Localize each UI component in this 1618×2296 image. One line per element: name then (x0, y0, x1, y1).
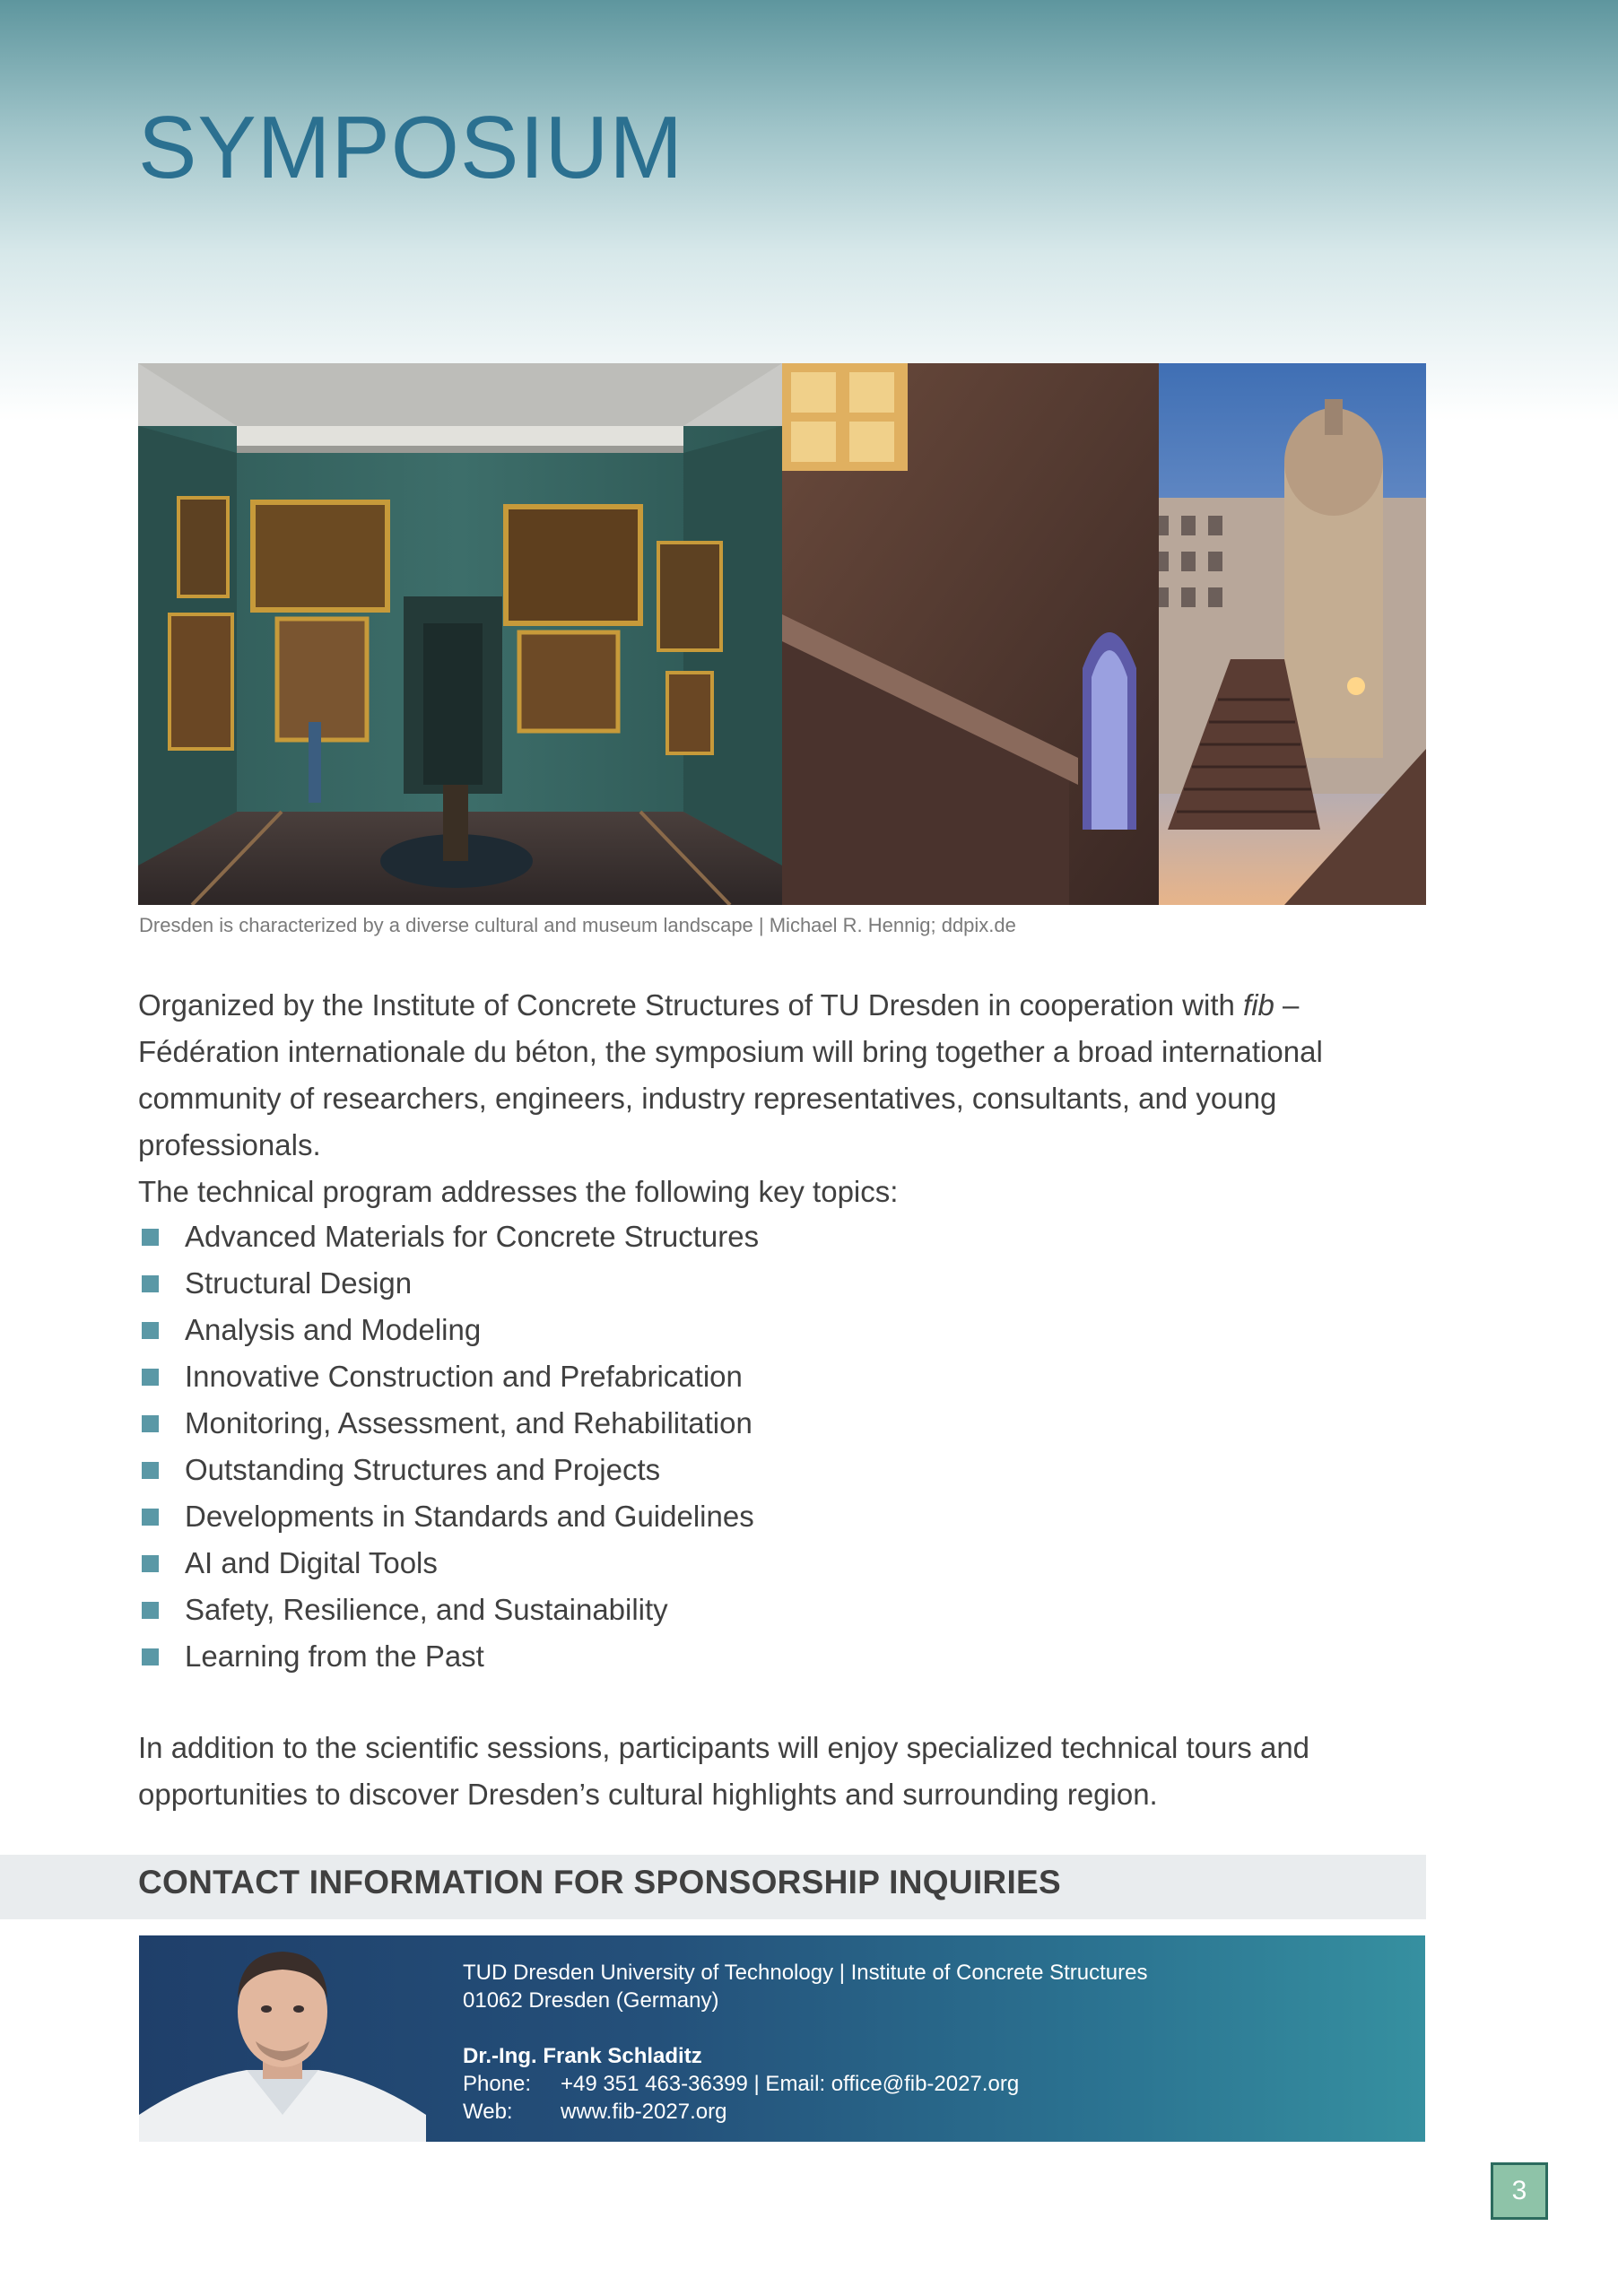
intro-paragraph (138, 982, 1430, 1215)
contact-phone-row (463, 2070, 1147, 2098)
list-item: Analysis and Modeling (138, 1307, 759, 1353)
square-bullet-icon (142, 1415, 159, 1432)
contact-details (463, 1959, 1147, 2126)
list-item: Structural Design (138, 1260, 759, 1307)
contact-heading: CONTACT INFORMATION FOR SPONSORSHIP INQUIRIES (138, 1864, 1061, 1900)
contact-institution: TUD Dresden University of Technology | Institute of Concrete Structures (463, 1961, 1148, 1985)
list-item: Learning from the Past (138, 1633, 759, 1680)
museum-gallery-photo (138, 363, 782, 905)
header-gradient (0, 0, 1618, 422)
square-bullet-icon (142, 1462, 159, 1479)
contact-name: Dr.-Ing. Frank Schladitz (463, 2044, 702, 2068)
phone-label: Phone: (463, 2072, 532, 2096)
intro-text-end: – Fédération internationale du béton, the symposium will bring together a broad international community of researchers, engineers, industry representatives, consultants, and young professionals. (138, 988, 1323, 1161)
square-bullet-icon (142, 1229, 159, 1246)
list-item: Safety, Resilience, and Sustainability (138, 1587, 759, 1633)
intro-text-start: Organized by the Institute of Concrete Structures of TU Dresden in cooperation with (138, 988, 1244, 1022)
square-bullet-icon (142, 1369, 159, 1386)
square-bullet-icon (142, 1648, 159, 1665)
square-bullet-icon (142, 1602, 159, 1619)
photo-caption: Dresden is characterized by a diverse cultural and museum landscape | Michael R. Hennig; ddpix.de (139, 914, 1016, 936)
outro-paragraph: In addition to the scientific sessions, participants will enjoy specialized technical tours and opportunities to discover Dresden’s cultural highlights and surrounding region. (138, 1731, 1310, 1811)
list-item: Monitoring, Assessment, and Rehabilitation (138, 1400, 759, 1447)
web-link[interactable]: www.fib-2027.org (561, 2100, 727, 2124)
web-label: Web: (463, 2100, 513, 2124)
square-bullet-icon (142, 1322, 159, 1339)
contact-portrait (139, 1935, 426, 2142)
page-number-badge: 3 (1491, 2162, 1548, 2220)
page-title: SYMPOSIUM (138, 98, 683, 196)
square-bullet-icon (142, 1275, 159, 1292)
list-item: Outstanding Structures and Projects (138, 1447, 759, 1493)
phone-email-value[interactable]: +49 351 463-36399 | Email: office@fib-2027.org (561, 2072, 1020, 2096)
photo-collage (138, 363, 1426, 905)
fib-italic: fib (1243, 988, 1274, 1022)
list-item: Developments in Standards and Guidelines (138, 1493, 759, 1540)
topics-lead: The technical program addresses the following key topics: (138, 1175, 899, 1208)
contact-web-row (463, 2098, 1147, 2126)
list-item: Advanced Materials for Concrete Structures (138, 1213, 759, 1260)
contact-address: 01062 Dresden (Germany) (463, 1988, 719, 2013)
baroque-staircase-photo (782, 363, 1426, 905)
square-bullet-icon (142, 1509, 159, 1526)
list-item: AI and Digital Tools (138, 1540, 759, 1587)
list-item: Innovative Construction and Prefabrication (138, 1353, 759, 1400)
topics-list (138, 1213, 759, 1680)
contact-card (139, 1935, 1425, 2142)
square-bullet-icon (142, 1555, 159, 1572)
